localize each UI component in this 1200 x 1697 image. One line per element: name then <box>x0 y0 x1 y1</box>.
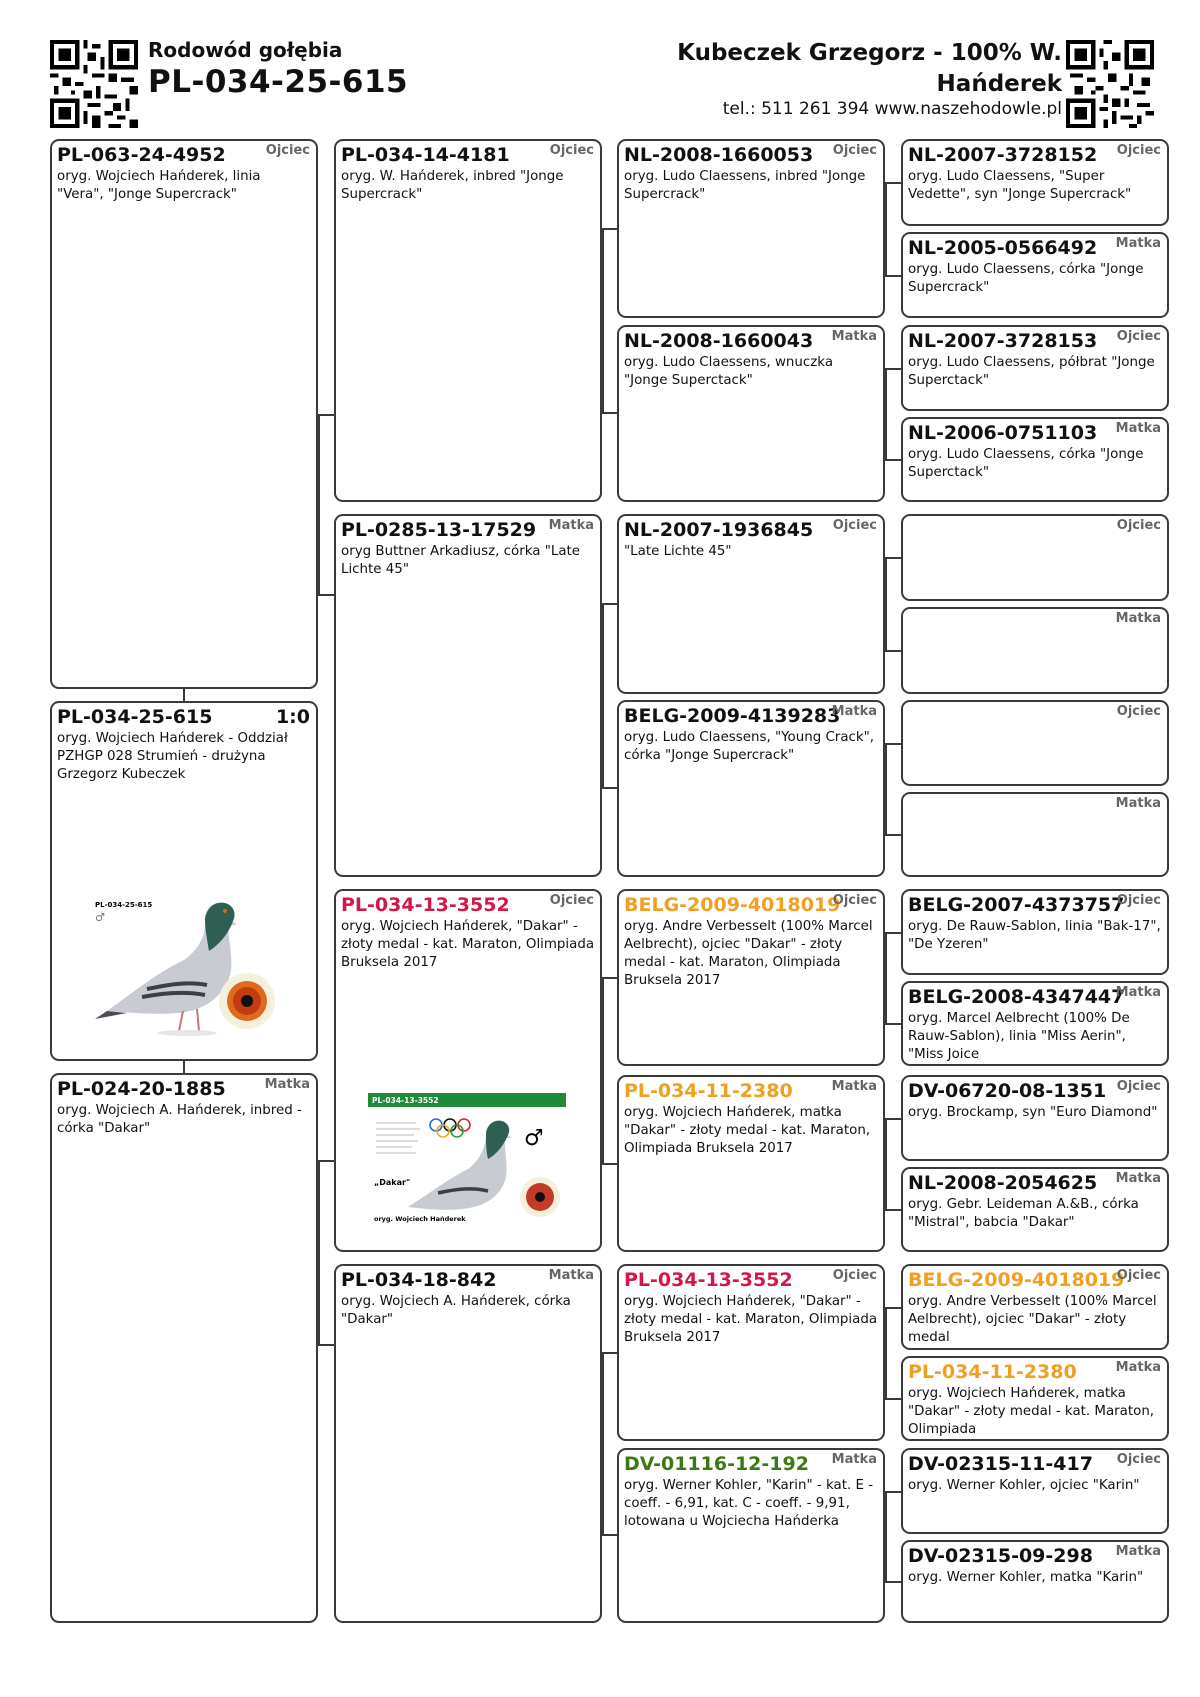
connector-line <box>885 459 901 461</box>
gen2-desc-2: oryg Buttner Arkadiusz, córka "Late Lichte 45" <box>341 544 581 577</box>
gen3-desc-3: "Late Lichte 45" <box>624 544 732 559</box>
gen3-desc-7: oryg. Wojciech Hańderek, "Dakar" - złoty medal - kat. Maraton, Olimpiada Bruksela 2017 <box>624 1294 878 1345</box>
gen4-card-1[interactable] <box>901 139 1169 226</box>
connector-line <box>602 1352 604 1536</box>
connector-line <box>885 1398 901 1400</box>
gen4-card-15[interactable] <box>901 1448 1169 1534</box>
connector-line <box>318 414 320 596</box>
gen4-card-3[interactable] <box>901 325 1169 411</box>
connector-line <box>885 1581 901 1583</box>
connector-line <box>318 1160 334 1162</box>
connector-line <box>885 1118 887 1211</box>
qr-code-left <box>50 40 138 128</box>
gen3-role-8: Matka <box>831 1452 877 1467</box>
gen4-ring-9: BELG-2007-4373757 <box>908 894 1125 916</box>
gen4-ring-2: NL-2005-0566492 <box>908 237 1098 259</box>
connector-line <box>885 932 901 934</box>
pigeon-ring-number: PL-034-25-615 <box>148 64 409 100</box>
mother-ring: PL-024-20-1885 <box>57 1078 226 1100</box>
maternal-grandmother-card[interactable] <box>334 1264 602 1623</box>
gen4-ring-1: NL-2007-3728152 <box>908 144 1098 166</box>
gen3-role-3: Ojciec <box>832 518 877 533</box>
gen4-card-9[interactable] <box>901 889 1169 975</box>
owner-name: Kubeczek Grzegorz - 100% W. Hańderek <box>677 40 1062 97</box>
connector-line <box>885 650 901 652</box>
connector-line <box>318 594 334 596</box>
gen4-ring-16: DV-02315-09-298 <box>908 1545 1093 1567</box>
paternal-grandfather-card[interactable] <box>334 139 602 502</box>
gen3-desc-5: oryg. Andre Verbesselt (100% Marcel Aelbrecht), ojciec "Dakar" - złoty medal - kat. Maraton, Olimpiada Bruksela 2017 <box>624 919 873 988</box>
gen4-desc-15: oryg. Werner Kohler, ojciec "Karin" <box>908 1478 1140 1493</box>
gen4-role-2: Matka <box>1115 236 1161 251</box>
mother-desc: oryg. Wojciech A. Hańderek, inbred - córka "Dakar" <box>57 1103 302 1136</box>
gen4-role-1: Ojciec <box>1116 143 1161 158</box>
connector-line <box>885 932 887 1025</box>
connector-line <box>885 368 887 461</box>
gen4-role-13: Ojciec <box>1116 1268 1161 1283</box>
subject-ring: PL-034-25-615 <box>57 706 213 728</box>
gen3-role-4: Matka <box>831 704 877 719</box>
connector-line <box>602 603 604 789</box>
gen3-ring-8: DV-01116-12-192 <box>624 1453 809 1475</box>
dakar-caption: oryg. Wojciech Hańderek <box>374 1215 466 1223</box>
gen4-role-10: Matka <box>1115 985 1161 1000</box>
gen3-card-1[interactable] <box>617 139 885 318</box>
gen2-desc-3: oryg. Wojciech Hańderek, "Dakar" - złoty medal - kat. Maraton, Olimpiada Bruksela 2017 <box>341 919 595 970</box>
connector-line <box>602 1163 617 1165</box>
gen3-ring-1: NL-2008-1660053 <box>624 144 814 166</box>
gen4-card-2[interactable] <box>901 232 1169 318</box>
gen4-card-6[interactable] <box>901 607 1169 694</box>
gen4-card-11[interactable] <box>901 1075 1169 1161</box>
connector-line <box>885 1307 901 1309</box>
gen3-ring-7: PL-034-13-3552 <box>624 1269 793 1291</box>
gen4-desc-3: oryg. Ludo Claessens, półbrat "Jonge Superctack" <box>908 355 1155 388</box>
gen2-role-1: Ojciec <box>549 143 594 158</box>
gen4-card-4[interactable] <box>901 417 1169 502</box>
gen2-role-2: Matka <box>548 518 594 533</box>
connector-line <box>183 689 185 701</box>
connector-line <box>602 787 617 789</box>
gen4-ring-3: NL-2007-3728153 <box>908 330 1098 352</box>
subject-desc: oryg. Wojciech Hańderek - Oddział PZHGP 028 Strumień - drużyna Grzegorz Kubeczek <box>57 731 288 782</box>
connector-line <box>602 1352 617 1354</box>
connector-line <box>602 603 617 605</box>
dakar-poster-image <box>368 1093 566 1231</box>
gen4-card-7[interactable] <box>901 700 1169 786</box>
gen2-ring-1: PL-034-14-4181 <box>341 144 510 166</box>
subject-sex-icon: ♂ <box>95 911 105 924</box>
gen4-card-14[interactable] <box>901 1356 1169 1441</box>
gen4-desc-9: oryg. De Rauw-Sablon, linia "Bak-17", "De Yzeren" <box>908 919 1161 952</box>
gen3-desc-1: oryg. Ludo Claessens, inbred "Jonge Supercrack" <box>624 169 866 202</box>
gen3-role-6: Matka <box>831 1079 877 1094</box>
dakar-sex-icon: ♂ <box>524 1126 544 1151</box>
connector-line <box>602 977 617 979</box>
owner-contact: tel.: 511 261 394 www.naszehodowle.pl <box>722 99 1062 119</box>
gen3-card-7[interactable] <box>617 1264 885 1441</box>
gen4-card-10[interactable] <box>901 981 1169 1066</box>
gen4-desc-2: oryg. Ludo Claessens, córka "Jonge Supercrack" <box>908 262 1144 295</box>
gen3-ring-2: NL-2008-1660043 <box>624 330 814 352</box>
connector-line <box>183 1061 185 1073</box>
gen4-ring-13: BELG-2009-4018019 <box>908 1269 1125 1291</box>
connector-line <box>318 1160 320 1346</box>
father-ring: PL-063-24-4952 <box>57 144 226 166</box>
gen3-role-5: Ojciec <box>832 893 877 908</box>
connector-line <box>885 1491 887 1583</box>
gen4-role-5: Ojciec <box>1116 518 1161 533</box>
document-label: Rodowód gołębia <box>148 38 343 62</box>
gen3-card-4[interactable] <box>617 700 885 877</box>
gen4-ring-11: DV-06720-08-1351 <box>908 1080 1107 1102</box>
connector-line <box>885 182 887 277</box>
gen4-role-4: Matka <box>1115 421 1161 436</box>
gen4-card-13[interactable] <box>901 1264 1169 1350</box>
gen4-role-12: Matka <box>1115 1171 1161 1186</box>
gen3-desc-2: oryg. Ludo Claessens, wnuczka "Jonge Superctack" <box>624 355 834 388</box>
gen3-role-7: Ojciec <box>832 1268 877 1283</box>
gen3-desc-8: oryg. Werner Kohler, "Karin" - kat. E - coeff. - 6,91, kat. C - coeff. - 9,91, lotowana u Wojciecha Hańderka <box>624 1478 874 1529</box>
gen3-ring-4: BELG-2009-4139283 <box>624 705 841 727</box>
gen4-desc-10: oryg. Marcel Aelbrecht (100% De Rauw-Sablon), linia "Miss Aerin", "Miss Joice <box>908 1011 1130 1062</box>
gen2-role-3: Ojciec <box>549 893 594 908</box>
maternal-grandfather-card[interactable] <box>334 889 602 1252</box>
father-desc: oryg. Wojciech Hańderek, linia "Vera", "Jonge Supercrack" <box>57 169 261 202</box>
gen4-desc-12: oryg. Gebr. Leideman A.&B., córka "Mistral", babcia "Dakar" <box>908 1197 1139 1230</box>
gen4-ring-14: PL-034-11-2380 <box>908 1361 1077 1383</box>
gen4-role-7: Ojciec <box>1116 704 1161 719</box>
gen4-role-15: Ojciec <box>1116 1452 1161 1467</box>
gen4-desc-11: oryg. Brockamp, syn "Euro Diamond" <box>908 1105 1158 1120</box>
connector-line <box>602 1534 617 1536</box>
gen3-ring-3: NL-2007-1936845 <box>624 519 814 541</box>
gen4-card-5[interactable] <box>901 514 1169 601</box>
subject-score: 1:0 <box>275 706 310 728</box>
mother-card[interactable] <box>50 1073 318 1623</box>
connector-line <box>885 1491 901 1493</box>
gen3-card-3[interactable] <box>617 514 885 694</box>
gen2-ring-3: PL-034-13-3552 <box>341 894 510 916</box>
gen2-desc-1: oryg. W. Hańderek, inbred "Jonge Supercrack" <box>341 169 564 202</box>
gen4-role-9: Ojciec <box>1116 893 1161 908</box>
gen3-ring-6: PL-034-11-2380 <box>624 1080 793 1102</box>
gen4-role-8: Matka <box>1115 796 1161 811</box>
connector-line <box>885 834 901 836</box>
paternal-grandmother-card[interactable] <box>334 514 602 877</box>
dakar-name: „Dakar" <box>374 1178 411 1187</box>
father-role: Ojciec <box>265 143 310 158</box>
gen3-role-2: Matka <box>831 329 877 344</box>
gen4-desc-14: oryg. Wojciech Hańderek, matka "Dakar" - złoty medal - kat. Maraton, Olimpiada <box>908 1386 1155 1437</box>
connector-line <box>885 275 901 277</box>
connector-line <box>318 414 334 416</box>
connector-line <box>885 182 901 184</box>
connector-line <box>885 557 887 652</box>
gen4-card-12[interactable] <box>901 1167 1169 1252</box>
gen4-ring-15: DV-02315-11-417 <box>908 1453 1093 1475</box>
gen4-ring-12: NL-2008-2054625 <box>908 1172 1098 1194</box>
gen4-ring-4: NL-2006-0751103 <box>908 422 1098 444</box>
gen4-desc-1: oryg. Ludo Claessens, "Super Vedette", syn "Jonge Supercrack" <box>908 169 1132 202</box>
dakar-banner-text: PL-034-13-3552 <box>372 1096 439 1105</box>
subject-photo-label: PL-034-25-615 <box>95 901 153 909</box>
gen4-role-16: Matka <box>1115 1544 1161 1559</box>
subject-card[interactable] <box>50 701 318 1061</box>
connector-line <box>885 1118 901 1120</box>
gen3-card-2[interactable] <box>617 325 885 502</box>
connector-line <box>602 977 604 1165</box>
qr-code-right <box>1066 40 1154 128</box>
gen3-role-1: Ojciec <box>832 143 877 158</box>
connector-line <box>885 1307 887 1400</box>
gen3-desc-4: oryg. Ludo Claessens, "Young Crack", córka "Jonge Supercrack" <box>624 730 875 763</box>
gen3-desc-6: oryg. Wojciech Hańderek, matka "Dakar" - złoty medal - kat. Maraton, Olimpiada Bruksela 2017 <box>624 1105 871 1156</box>
gen4-role-14: Matka <box>1115 1360 1161 1375</box>
mother-role: Matka <box>264 1077 310 1092</box>
gen2-role-4: Matka <box>548 1268 594 1283</box>
connector-line <box>602 412 617 414</box>
connector-line <box>602 228 604 414</box>
gen3-card-8[interactable] <box>617 1448 885 1623</box>
father-card[interactable] <box>50 139 318 689</box>
gen3-card-5[interactable] <box>617 889 885 1066</box>
connector-line <box>602 228 617 230</box>
gen2-desc-4: oryg. Wojciech A. Hańderek, córka "Dakar" <box>341 1294 571 1327</box>
connector-line <box>885 743 901 745</box>
gen4-desc-16: oryg. Werner Kohler, matka "Karin" <box>908 1570 1144 1585</box>
connector-line <box>885 557 901 559</box>
gen4-desc-13: oryg. Andre Verbesselt (100% Marcel Aelbrecht), ojciec "Dakar" - złoty medal <box>908 1294 1157 1345</box>
gen4-role-3: Ojciec <box>1116 329 1161 344</box>
gen3-card-6[interactable] <box>617 1075 885 1252</box>
subject-pigeon-photo <box>87 893 277 1043</box>
gen4-role-11: Ojciec <box>1116 1079 1161 1094</box>
connector-line <box>885 1209 901 1211</box>
gen4-card-16[interactable] <box>901 1540 1169 1623</box>
connector-line <box>318 1344 334 1346</box>
connector-line <box>885 368 901 370</box>
gen4-role-6: Matka <box>1115 611 1161 626</box>
connector-line <box>885 743 887 836</box>
gen4-ring-10: BELG-2008-4347447 <box>908 986 1125 1008</box>
gen4-card-8[interactable] <box>901 792 1169 877</box>
gen3-ring-5: BELG-2009-4018019 <box>624 894 841 916</box>
gen2-ring-2: PL-0285-13-17529 <box>341 519 537 541</box>
gen2-ring-4: PL-034-18-842 <box>341 1269 497 1291</box>
connector-line <box>885 1023 901 1025</box>
gen4-desc-4: oryg. Ludo Claessens, córka "Jonge Superctack" <box>908 447 1144 480</box>
